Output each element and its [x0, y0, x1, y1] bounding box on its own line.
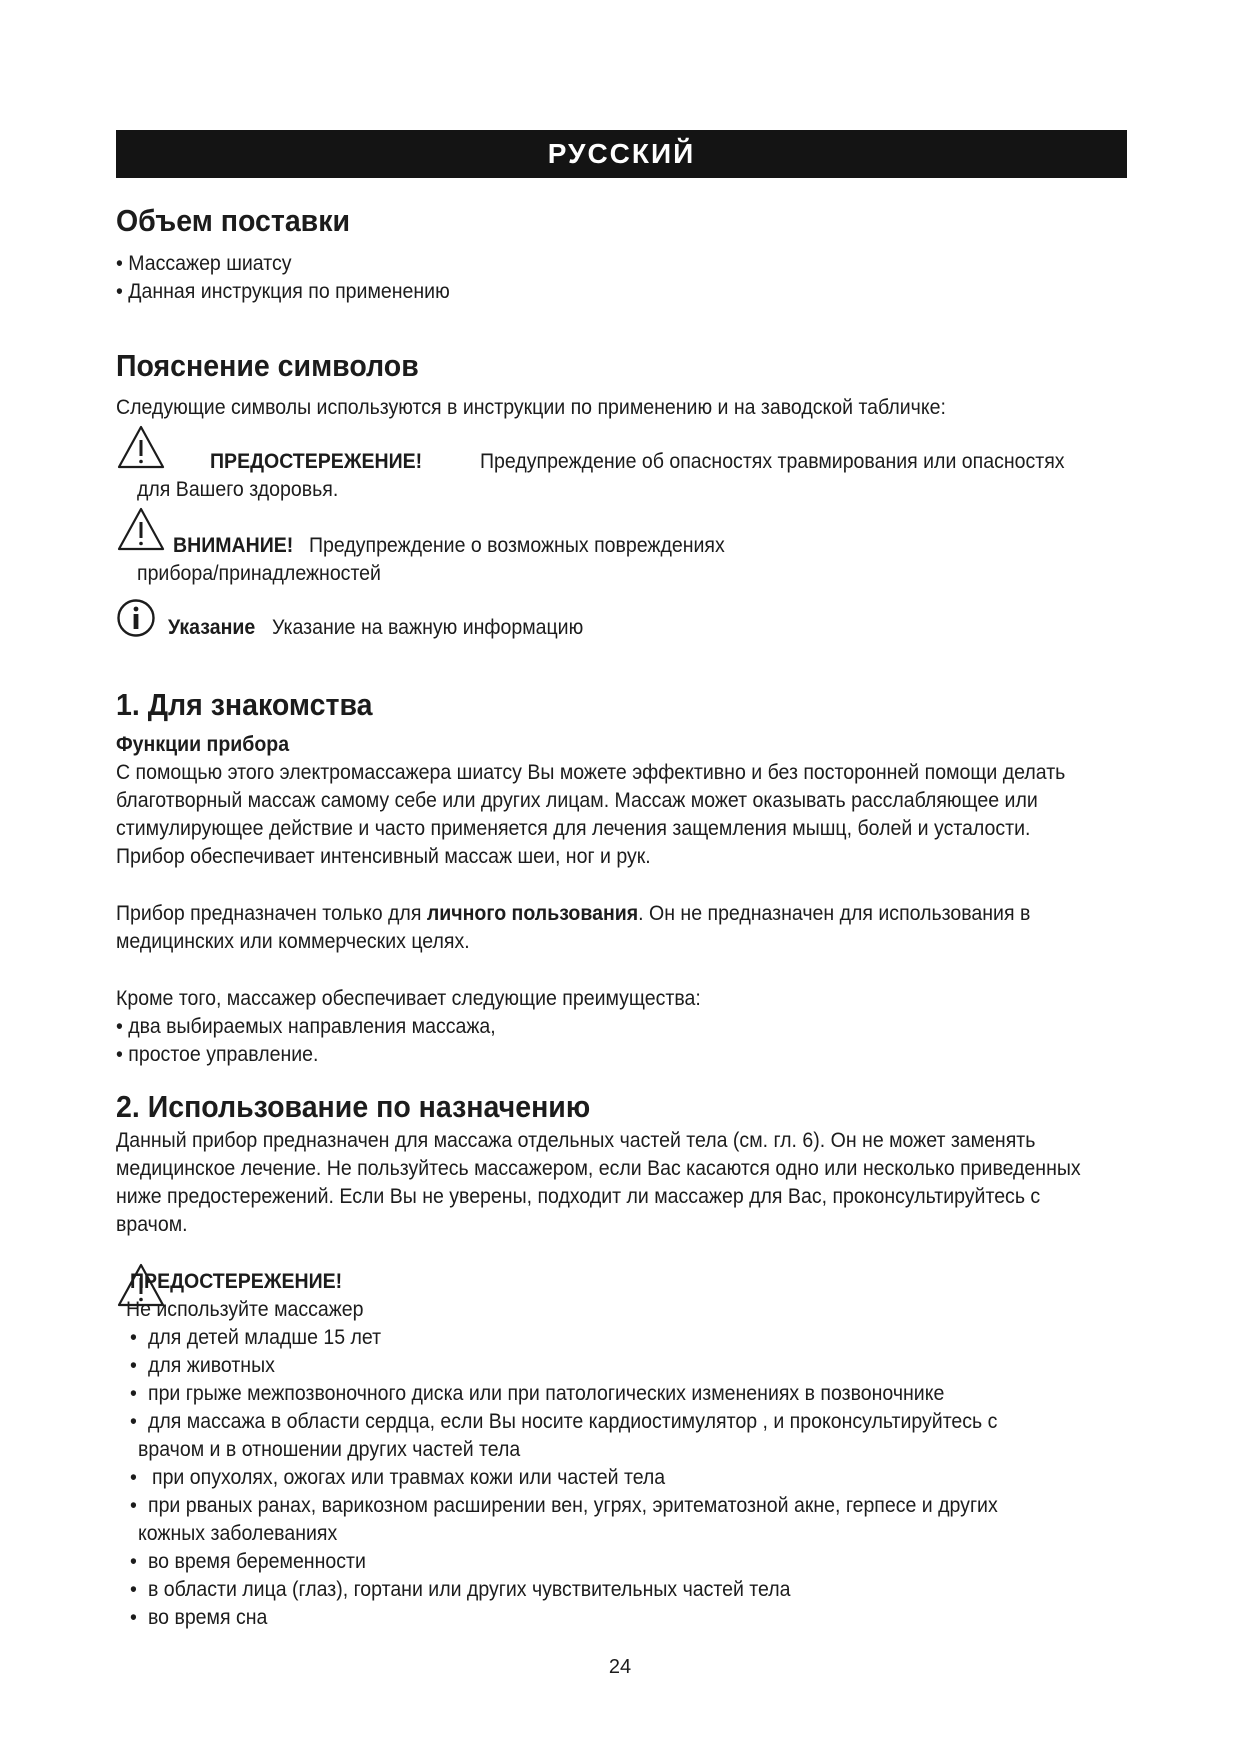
personal-use-emphasis: личного пользования — [426, 902, 639, 925]
language-banner — [116, 130, 1127, 178]
warning-bullet: • — [130, 1410, 137, 1433]
danger-label: ПРЕДОСТЕРЕЖЕНИЕ! — [210, 450, 423, 473]
warning-item: для массажа в области сердца, если Вы носите кардиостимулятор , и проконсультируйтесь с — [148, 1410, 998, 1433]
functions-text: стимулирующее действие и часто применяется для лечения защемления мышц, болей и усталости. — [116, 817, 1031, 840]
warning-intro: Не используйте массажер — [126, 1298, 364, 1321]
caution-text: Предупреждение о возможных повреждениях — [309, 534, 725, 557]
warning-item: во время беременности — [148, 1550, 366, 1573]
info-icon — [116, 598, 156, 638]
note-text: Указание на важную информацию — [272, 616, 584, 639]
intro-heading: 1. Для знакомства — [116, 687, 373, 722]
warning-item: в области лица (глаз), гортани или других чувствительных частей тела — [148, 1578, 791, 1601]
functions-text: благотворный массаж самому себе или других лицам. Массаж может оказывать расслабляющее или — [116, 789, 1038, 812]
warning-item: во время сна — [148, 1606, 268, 1629]
warning-bullet: • — [130, 1326, 137, 1349]
warning-item-cont: врачом и в отношении других частей тела — [138, 1438, 521, 1461]
functions-text: Прибор обеспечивает интенсивный массаж шеи, ног и рук. — [116, 845, 651, 868]
symbols-intro: Следующие символы используются в инструкции по применению и на заводской табличке: — [116, 396, 946, 419]
usage-heading: 2. Использование по назначению — [116, 1089, 591, 1124]
note-label: Указание — [168, 616, 256, 639]
warning-triangle-icon — [116, 424, 166, 470]
warning-item: при грыже межпозвоночного диска или при патологических изменениях в позвоночнике — [148, 1382, 945, 1405]
banner-title: РУССКИЙ — [547, 138, 696, 169]
usage-text: медицинское лечение. Не пользуйтесь массажером, если Вас касаются одно или несколько приведенных — [116, 1157, 1081, 1180]
warning-item: для животных — [148, 1354, 275, 1377]
advantages-item: • два выбираемых направления массажа, — [116, 1015, 496, 1038]
warning-bullet: • — [130, 1466, 137, 1489]
warning-label: ПРЕДОСТЕРЕЖЕНИЕ! — [130, 1270, 343, 1293]
delivery-item: • Данная инструкция по применению — [116, 280, 450, 303]
usage-text: ниже предостережений. Если Вы не уверены, подходит ли массажер для Вас, проконсультируйтесь с — [116, 1185, 1041, 1208]
danger-text-cont: для Вашего здоровья. — [137, 478, 339, 501]
page-number: 24 — [608, 1656, 632, 1678]
warning-item: для детей младше 15 лет — [148, 1326, 382, 1349]
caution-text-cont: прибора/принадлежностей — [137, 562, 381, 585]
advantages-item: • простое управление. — [116, 1043, 319, 1066]
personal-use-text-b: . Он не предназначен для использования в — [638, 902, 1031, 925]
warning-bullet: • — [130, 1606, 137, 1629]
warning-bullet: • — [130, 1578, 137, 1601]
warning-bullet: • — [130, 1354, 137, 1377]
delivery-item: • Массажер шиатсу — [116, 252, 292, 275]
personal-use-text — [116, 900, 1030, 928]
usage-text: Данный прибор предназначен для массажа отдельных частей тела (см. гл. 6). Он не может заменять — [116, 1129, 1036, 1152]
functions-subheading: Функции прибора — [116, 733, 290, 756]
warning-item-cont: кожных заболеваниях — [138, 1522, 338, 1545]
delivery-heading: Объем поставки — [116, 203, 351, 238]
caution-label: ВНИМАНИЕ! — [173, 534, 294, 557]
warning-bullet: • — [130, 1494, 137, 1517]
danger-text: Предупреждение об опасностях травмирования или опасностях — [480, 450, 1065, 473]
advantages-intro: Кроме того, массажер обеспечивает следующие преимущества: — [116, 987, 701, 1010]
warning-bullet: • — [130, 1550, 137, 1573]
personal-use-text-a: Прибор предназначен только для — [116, 902, 427, 925]
caution-triangle-icon — [116, 506, 166, 552]
warning-item: при опухолях, ожогах или травмах кожи или частей тела — [152, 1466, 666, 1489]
usage-text: врачом. — [116, 1213, 188, 1236]
warning-item: при рваных ранах, варикозном расширении вен, угрях, эритематозной акне, герпесе и других — [148, 1494, 998, 1517]
personal-use-text-cont: медицинских или коммерческих целях. — [116, 930, 470, 953]
symbols-heading: Пояснение символов — [116, 348, 419, 383]
warning-bullet: • — [130, 1382, 137, 1405]
functions-text: С помощью этого электромассажера шиатсу Вы можете эффективно и без посторонней помощи делать — [116, 761, 1066, 784]
